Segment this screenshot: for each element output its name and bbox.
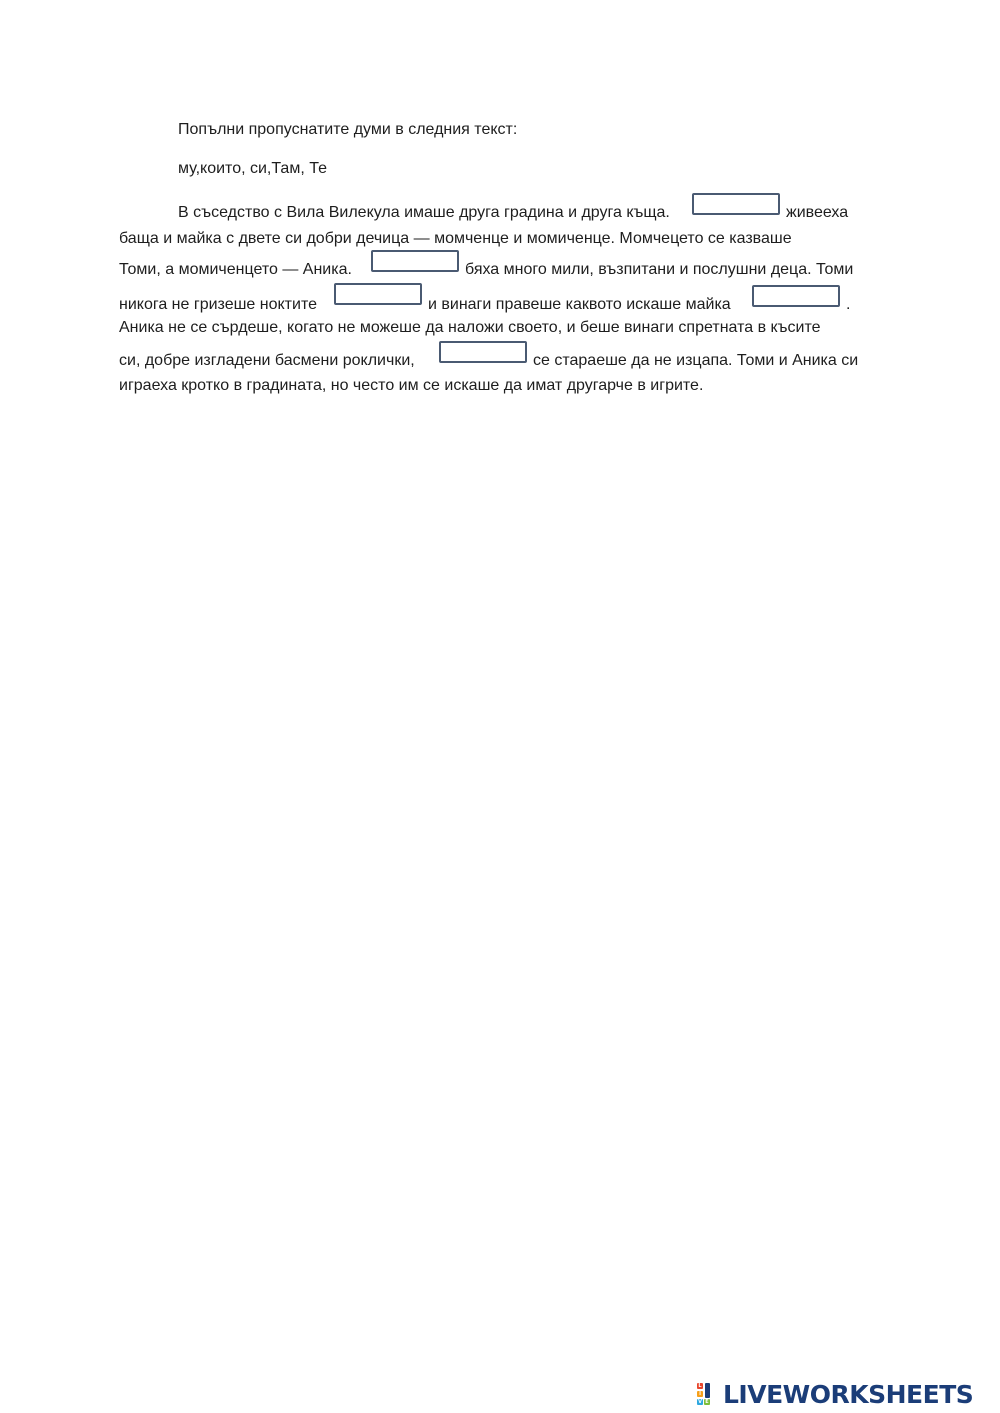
text-line-4-end: . — [846, 296, 851, 313]
answer-blank-1[interactable] — [692, 193, 780, 215]
answer-blank-3[interactable] — [334, 283, 422, 305]
logo-mark-icon — [697, 1381, 721, 1407]
logo-letter-v: V — [698, 1399, 702, 1405]
logo-letter-l: L — [698, 1383, 702, 1389]
text-line-1: В съседство с Вила Вилекула имаше друга градина и друга къща. — [178, 204, 670, 221]
answer-blank-4[interactable] — [752, 285, 840, 307]
instruction-text: Попълни пропуснатите думи в следния текст: — [178, 121, 518, 138]
logo-letter-i: I — [697, 1391, 703, 1397]
text-line-7: играеха кротко в градината, но често им се искаше да имат другарче в игрите. — [119, 377, 704, 394]
text-line-2: баща и майка с двете си добри дечица — момченце и момиченце. Момчецето се казваше — [119, 230, 792, 247]
answer-blank-2[interactable] — [371, 250, 459, 272]
text-line-3-end: бяха много мили, възпитани и послушни деца. Томи — [465, 261, 854, 278]
text-line-6: си, добре изгладени басмени роклички, — [119, 352, 415, 369]
logo-text: LIVEWORKSHEETS — [723, 1379, 974, 1409]
text-line-6-end: се стараеше да не изцапа. Томи и Аника си — [533, 352, 859, 369]
text-line-1-end: живееха — [786, 204, 849, 221]
text-line-4: никога не гризеше ноктите — [119, 296, 317, 313]
answer-blank-5[interactable] — [439, 341, 527, 363]
logo-letter-e: E — [705, 1399, 709, 1405]
text-line-3: Томи, а момиченцето — Аника. — [119, 261, 352, 278]
liveworksheets-logo — [697, 1379, 973, 1409]
text-line-4-mid: и винаги правеше каквото искаше майка — [428, 296, 731, 313]
word-bank: му,които, си,Там, Те — [178, 160, 327, 177]
text-line-5: Аника не се сърдеше, когато не можеше да наложи своето, и беше винаги спретната в късите — [119, 319, 821, 336]
